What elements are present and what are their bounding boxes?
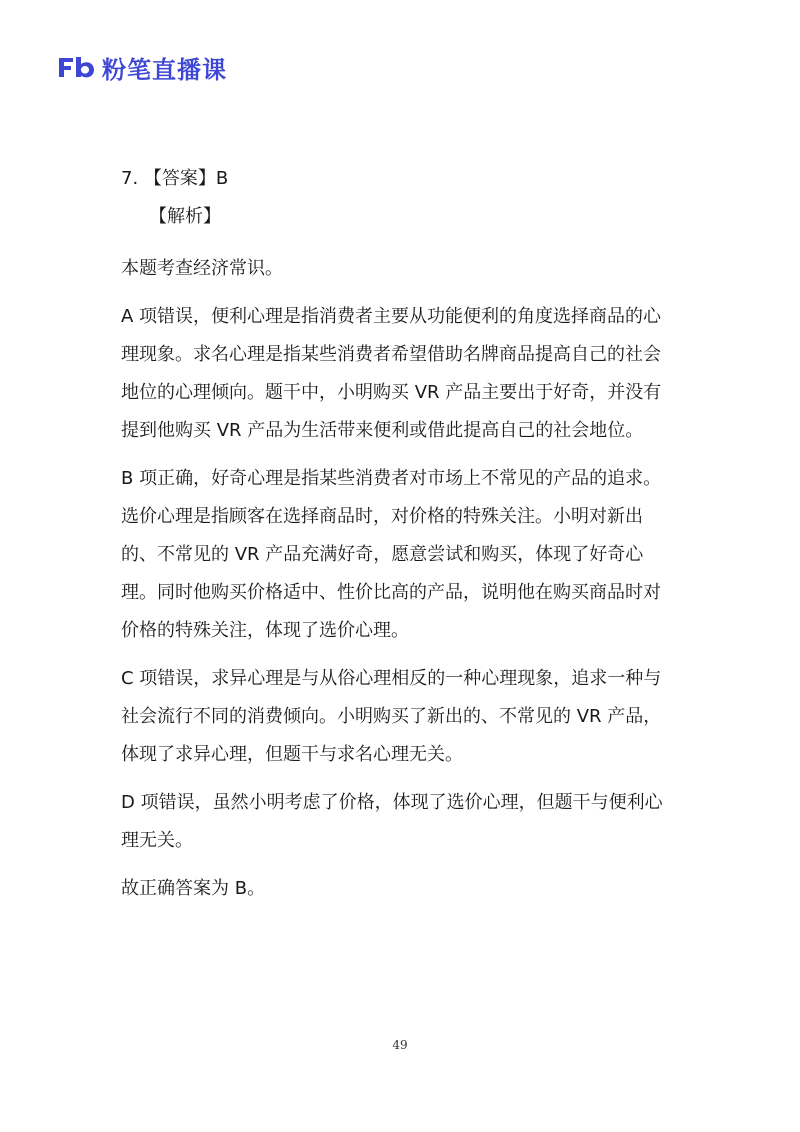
text-line: 的、不常见的 VR 产品充满好奇，愿意尝试和购买，体现了好奇心 xyxy=(121,544,644,565)
text-line: 地位的心理倾向。题干中，小明购买 VR 产品主要出于好奇，并没有 xyxy=(121,382,662,403)
text-line: C 项错误，求异心理是与从俗心理相反的一种心理现象，追求一种与 xyxy=(121,668,662,689)
text-line: 理现象。求名心理是指某些消费者希望借助名牌商品提高自己的社会 xyxy=(121,344,661,365)
text-line: 提到他购买 VR 产品为生活带来便利或借此提高自己的社会地位。 xyxy=(121,420,644,441)
text-line: 理无关。 xyxy=(121,830,193,851)
fenbi-logo-icon xyxy=(56,54,96,80)
option-d-paragraph xyxy=(121,784,681,860)
answer-content xyxy=(121,160,681,918)
text-line: B 项正确，好奇心理是指某些消费者对市场上不常见的产品的追求。 xyxy=(121,468,662,489)
answer-label: 7. 【答案】B xyxy=(121,168,229,189)
text-line: 价格的特殊关注，体现了选价心理。 xyxy=(121,620,409,641)
text-line: 体现了求异心理，但题干与求名心理无关。 xyxy=(121,744,463,765)
text-line: D 项错误，虽然小明考虑了价格，体现了选价心理，但题干与便利心 xyxy=(121,792,663,813)
intro-paragraph xyxy=(121,250,681,288)
option-b-paragraph xyxy=(121,460,681,650)
text-line: 理。同时他购买价格适中、性价比高的产品，说明他在购买商品时对 xyxy=(121,582,661,603)
text-line: 社会流行不同的消费倾向。小明购买了新出的、不常见的 VR 产品， xyxy=(121,706,662,727)
page-number: 49 xyxy=(392,1038,408,1052)
option-a-paragraph xyxy=(121,298,681,450)
text-line: 本题考查经济常识。 xyxy=(121,258,283,279)
option-c-paragraph xyxy=(121,660,681,774)
analysis-label: 【解析】 xyxy=(149,206,221,227)
conclusion-paragraph xyxy=(121,870,681,908)
logo-text: 粉笔直播课 xyxy=(102,55,227,84)
text-line: A 项错误，便利心理是指消费者主要从功能便利的角度选择商品的心 xyxy=(121,306,662,327)
text-line: 故正确答案为 B。 xyxy=(121,878,266,899)
text-line: 选价心理是指顾客在选择商品时，对价格的特殊关注。小明对新出 xyxy=(121,506,643,527)
brand-logo xyxy=(56,50,227,84)
